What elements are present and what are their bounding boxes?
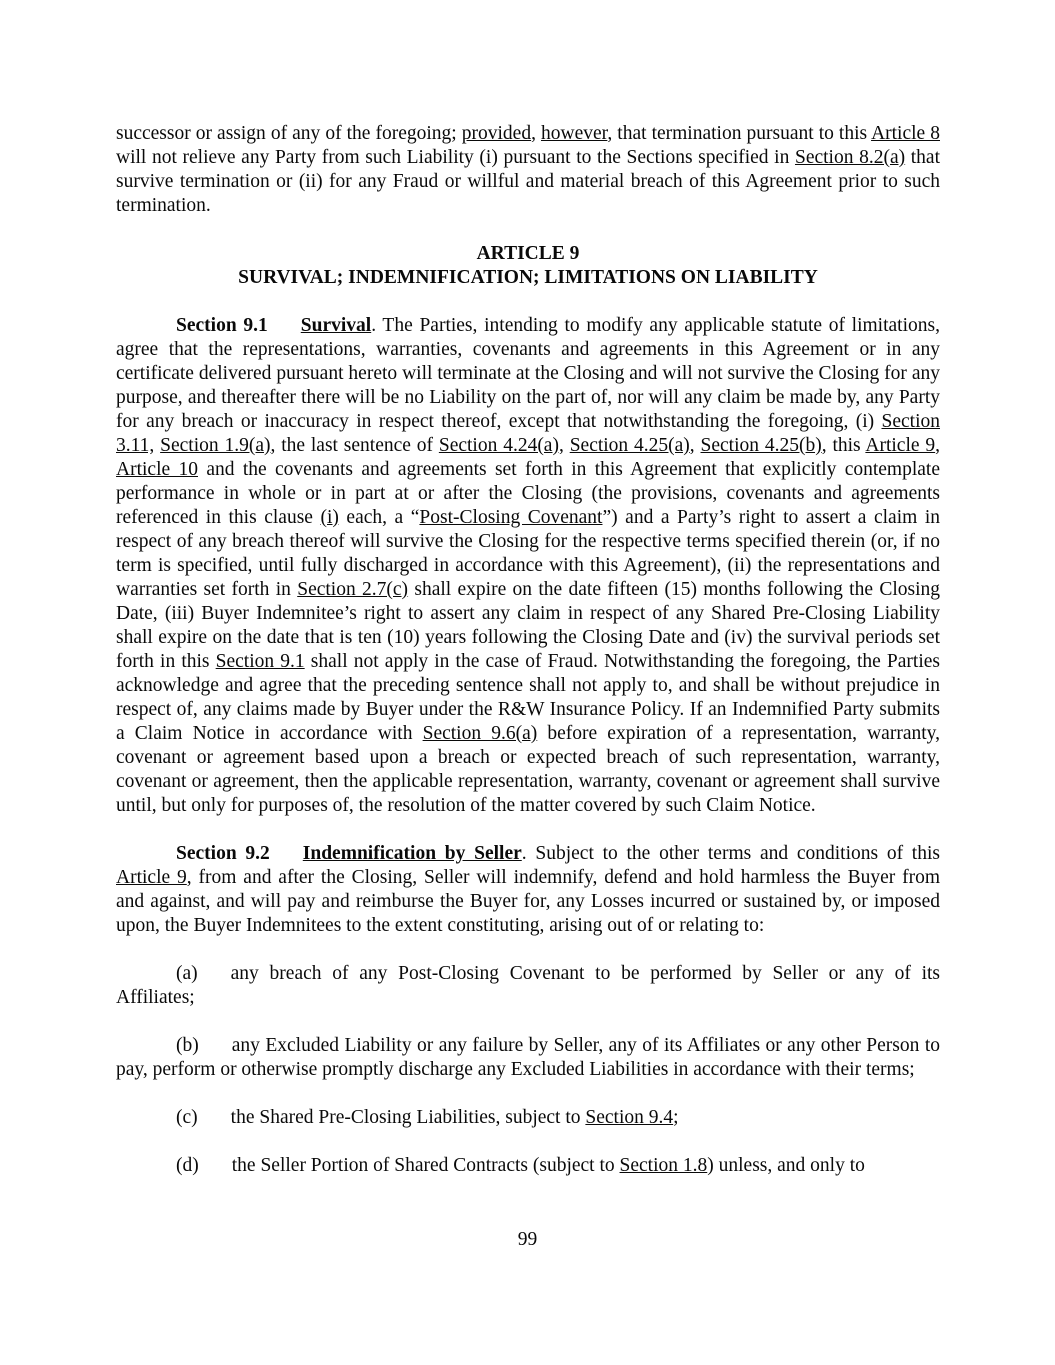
paragraph bbox=[116, 962, 940, 1010]
text-run: Post-Closing Covenant bbox=[419, 507, 603, 528]
text-run: Section 4.25(a) bbox=[569, 435, 690, 456]
text-run: provided bbox=[461, 123, 532, 144]
text-run: shall not apply in the case of Fraud. Notwithstanding the foregoing, the Parties acknowledge and agree that the preceding sentence shall not apply to, and shall be without prejudice in respect of, any claims made by Buyer under the R&W Insurance Policy. If an Indemnified Party submits a Claim Notice in accordance with bbox=[116, 651, 940, 744]
text-run: (b) bbox=[176, 1035, 199, 1056]
text-run: each, a “ bbox=[338, 507, 420, 528]
text-run: before expiration of a representation, warranty, covenant or agreement based upon a breach or expected breach of such representation, warranty, covenant or agreement, then the applicable representation, warranty, covenant or agreement shall survive until, but only for purposes of, the resolution of the matter covered by such Claim Notice. bbox=[116, 723, 940, 816]
text-run: Section 9.4 bbox=[585, 1107, 674, 1128]
text-run: , bbox=[558, 435, 570, 456]
text-run: Section 2.7(c) bbox=[297, 579, 409, 600]
text-run: , bbox=[935, 435, 940, 456]
paragraph bbox=[116, 1106, 940, 1130]
text-run: Article 10 bbox=[116, 459, 198, 480]
text-run: ) unless, and only to bbox=[707, 1155, 865, 1176]
text-run: (a) bbox=[176, 963, 198, 984]
text-run: ARTICLE 9 bbox=[476, 243, 580, 264]
paragraph bbox=[116, 314, 940, 818]
text-run: Survival bbox=[300, 315, 372, 336]
text-run: (c) bbox=[176, 1107, 198, 1128]
text-run: , the last sentence of bbox=[270, 435, 439, 456]
text-run: Article 9 bbox=[865, 435, 936, 456]
document-body bbox=[116, 122, 940, 1202]
text-run: successor or assign of any of the foregoing; bbox=[116, 123, 462, 144]
text-run: Section 4.24(a) bbox=[438, 435, 559, 456]
text-run: Section 3.11, bbox=[116, 411, 940, 456]
page-number: 99 bbox=[517, 1229, 538, 1250]
text-run: . Subject to the other terms and conditions of this bbox=[521, 843, 940, 864]
text-run: ; bbox=[673, 1107, 679, 1128]
text-run: that survive termination or (ii) for any Fraud or willful and material breach of this Agreement prior to such termination. bbox=[116, 147, 940, 216]
text-run: (i) bbox=[320, 507, 339, 528]
text-run: will not relieve any Party from such Liability (i) pursuant to the Sections specified in bbox=[116, 147, 795, 168]
text-run: the Shared Pre-Closing Liabilities, subject to bbox=[230, 1107, 586, 1128]
text-run: shall expire on the date fifteen (15) months following the Closing Date, (iii) Buyer Indemnitee’s right to assert any claim in respect of any Shared Pre-Closing Liability shall expire on the date that is ten (10) years following the Closing Date and (iv) the survival periods set forth in this bbox=[116, 579, 940, 672]
text-run: and the covenants and agreements set forth in this Agreement that explicitly contemplate performance in whole or in part at or after the Closing (the provisions, covenants and agreements referenced in this clause bbox=[116, 459, 940, 528]
paragraph bbox=[116, 1034, 940, 1082]
text-run: . The Parties, intending to modify any applicable statute of limitations, agree that the representations, warranties, covenants and agreements in this Agreement or in any certificate delivered pursuant hereto will terminate at the Closing and will not survive the Closing for any purpose, and thereafter there will be no Liability on the part of, nor will any claim be made by, any Party for any breach or inaccuracy in respect thereof, except that notwithstanding the foregoing, (i) bbox=[116, 315, 940, 432]
text-run: any Excluded Liability or any failure by Seller, any of its Affiliates or any other Person to pay, perform or otherwise promptly discharge any Excluded Liabilities in accordance with their terms; bbox=[116, 1035, 940, 1080]
text-run: Section 8.2(a) bbox=[794, 147, 906, 168]
text-run: , this bbox=[821, 435, 866, 456]
text-run: SURVIVAL; INDEMNIFICATION; LIMITATIONS ON LIABILITY bbox=[238, 267, 818, 288]
text-run: Article 9 bbox=[116, 867, 187, 888]
text-run: , bbox=[689, 435, 701, 456]
heading bbox=[116, 242, 940, 290]
text-run: any breach of any Post-Closing Covenant to be performed by Seller or any of its Affiliates; bbox=[116, 963, 940, 1008]
paragraph bbox=[116, 122, 940, 218]
text-run: Section 9.6(a) bbox=[422, 723, 538, 744]
text-run: , that termination pursuant to this bbox=[607, 123, 872, 144]
text-run: Section 1.9(a) bbox=[160, 435, 271, 456]
text-run: ”) and a Party’s right to assert a claim in respect of any breach thereof will survive the Closing for the respective terms specified therein (or, if no term is specified, until fully discharged in accordance with this Agreement), (ii) the representations and warranties set forth in bbox=[116, 507, 940, 600]
text-run: Section 4.25(b) bbox=[700, 435, 822, 456]
text-run: the Seller Portion of Shared Contracts (subject to bbox=[231, 1155, 620, 1176]
text-run: Section 1.8 bbox=[619, 1155, 708, 1176]
text-run: , from and after the Closing, Seller will indemnify, defend and hold harmless the Buyer from and against, and will pay and reimburse the Buyer for, any Losses incurred or sustained by, or imposed upon, the Buyer Indemnitees to the extent constituting, arising out of or relating to: bbox=[116, 867, 941, 936]
text-run: Section 9.1 bbox=[215, 651, 305, 672]
text-run: , bbox=[531, 123, 542, 144]
text-run: Section 9.1 bbox=[176, 315, 268, 336]
paragraph bbox=[116, 1154, 940, 1178]
text-run: Indemnification by Seller bbox=[302, 843, 522, 864]
text-run: however bbox=[541, 123, 608, 144]
text-run: (d) bbox=[176, 1155, 199, 1176]
text-run: Section 9.2 bbox=[176, 843, 270, 864]
text-run: Article 8 bbox=[871, 123, 940, 144]
paragraph bbox=[116, 842, 940, 938]
